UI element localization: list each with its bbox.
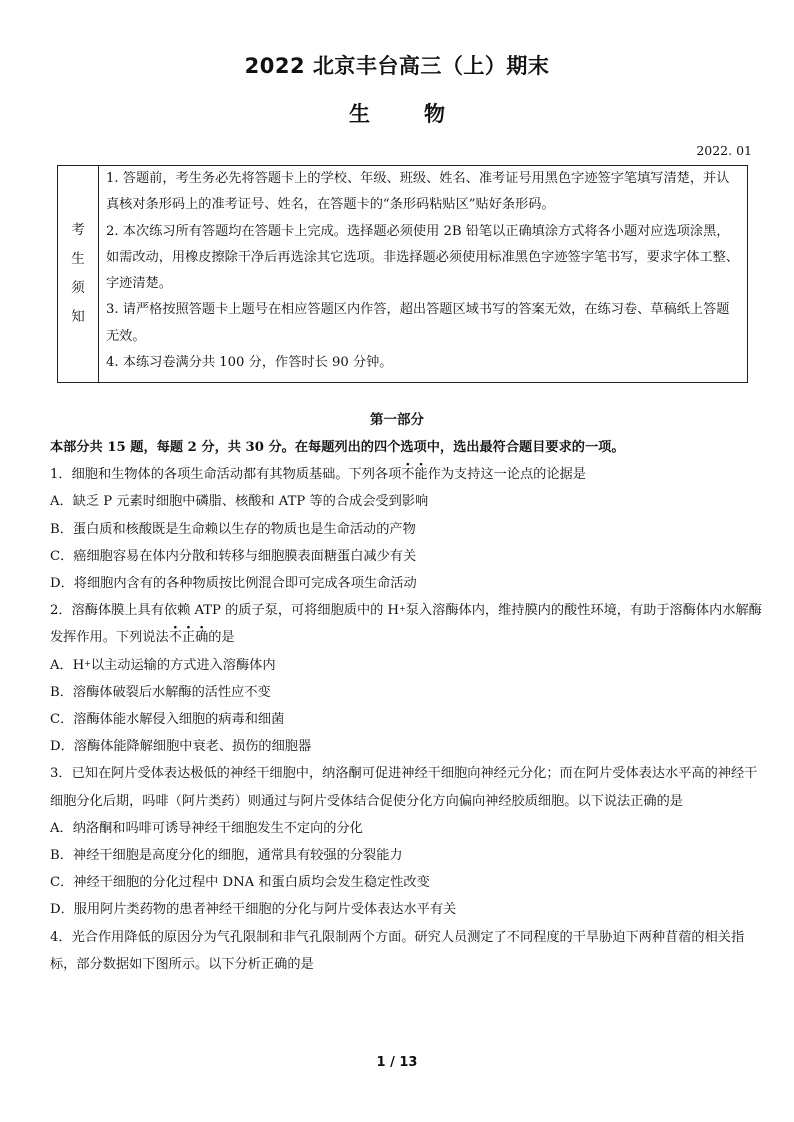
question-2-option-c: C．溶酶体能水解侵入细胞的病毒和细菌: [50, 712, 285, 728]
question-2-option-b: B．溶酶体破裂后水解酶的活性应不变: [50, 684, 271, 700]
subject-char-1: 生: [349, 102, 370, 126]
subject-title: [0, 98, 794, 128]
notice-body: [99, 166, 747, 382]
emphasis-char: 能: [414, 467, 428, 483]
page-number: 1 / 13: [376, 1055, 418, 1070]
question-3-option-a: A．纳洛酮和吗啡可诱导神经干细胞发生不定向的分化: [50, 820, 363, 836]
notice-label-char: 考: [71, 222, 85, 238]
emphasis-char: 不: [168, 630, 182, 646]
section-title: 第一部分: [370, 412, 424, 428]
question-2-stem: 2．溶酶体膜上具有依赖 ATP 的质子泵，可将细胞质中的 H+泵入溶酶体内，维持膜内的酸性环境，有助于溶酶体内水解酶发挥作用。下列说法不正确的是: [50, 603, 762, 646]
question-1-option-a: A．缺乏 P 元素时细胞中磷脂、核酸和 ATP 等的合成会受到影响: [50, 494, 429, 510]
questions-area: [50, 434, 762, 978]
question-1-option-b: B．蛋白质和核酸既是生命赖以生存的物质也是生命活动的产物: [50, 521, 416, 537]
exam-title: 2022 北京丰台高三（上）期末: [244, 54, 550, 78]
notice-label-char: 须: [71, 280, 85, 296]
question-3-option-c: C．神经干细胞的分化过程中 DNA 和蛋白质均会发生稳定性改变: [50, 875, 430, 891]
notice-item: 3. 请严格按照答题卡上题号在相应答题区内作答，超出答题区域书写的答案无效，在练习卷、草稿纸上答题无效。: [106, 302, 730, 344]
emphasis-char: 正: [181, 630, 196, 646]
question-2-option-d: D．溶酶体能降解细胞中衰老、损伤的细胞器: [50, 739, 312, 755]
candidate-notice-box: [57, 165, 748, 383]
question-1-option-d: D．将细胞内含有的各种物质按比例混合即可完成各项生命活动: [50, 576, 417, 592]
question-3-option-d: D．服用阿片类药物的患者神经干细胞的分化与阿片受体表达水平有关: [50, 902, 457, 918]
notice-item: 4. 本练习卷满分共 100 分，作答时长 90 分钟。: [106, 355, 393, 371]
question-4-stem: 4．光合作用降低的原因分为气孔限制和非气孔限制两个方面。研究人员测定了不同程度的干旱胁迫下两种苜蓿的相关指标，部分数据如下图所示。以下分析正确的是: [50, 929, 745, 972]
subject-char-2: 物: [424, 102, 445, 126]
notice-label: [58, 166, 99, 382]
exam-date: 2022. 01: [696, 143, 752, 158]
section-instruction: 本部分共 15 题，每题 2 分，共 30 分。在每题列出的四个选项中，选出最符合题目要求的一项。: [50, 440, 625, 455]
question-1-stem: 1．细胞和生物体的各项生命活动都有其物质基础。下列各项不能作为支持这一论点的论据是: [50, 467, 586, 483]
notice-item: 2. 本次练习所有答题均在答题卡上完成。选择题必须使用 2B 铅笔以正确填涂方式将各小题对应选项涂黑，如需改动，用橡皮擦除干净后再选涂其它选项。非选择题必须使用标准黑色字迹签字笔书写，要求字体工整、字迹清楚。: [106, 223, 739, 292]
notice-label-char: 知: [71, 309, 85, 325]
question-2-option-a: A．H+以主动运输的方式进入溶酶体内: [50, 657, 276, 673]
notice-label-char: 生: [71, 251, 85, 267]
question-1-option-c: C．癌细胞容易在体内分散和转移与细胞膜表面糖蛋白减少有关: [50, 548, 417, 564]
notice-item: 1. 答题前，考生务必先将答题卡上的学校、年级、班级、姓名、准考证号用黑色字迹签字笔填写清楚，并认真核对条形码上的准考证号、姓名，在答题卡的“条形码粘贴区”贴好条形码。: [106, 171, 730, 213]
emphasis-char: 不: [401, 467, 415, 483]
emphasis-char: 确: [195, 630, 209, 646]
question-3-stem: 3．已知在阿片受体表达极低的神经干细胞中，纳洛酮可促进神经干细胞向神经元分化；而在阿片受体表达水平高的神经干细胞分化后期，吗啡（阿片类药）则通过与阿片受体结合促使分化方向偏向神经胶质细胞。以下说法正确的是: [50, 766, 758, 809]
question-3-option-b: B．神经干细胞是高度分化的细胞，通常具有较强的分裂能力: [50, 848, 403, 864]
